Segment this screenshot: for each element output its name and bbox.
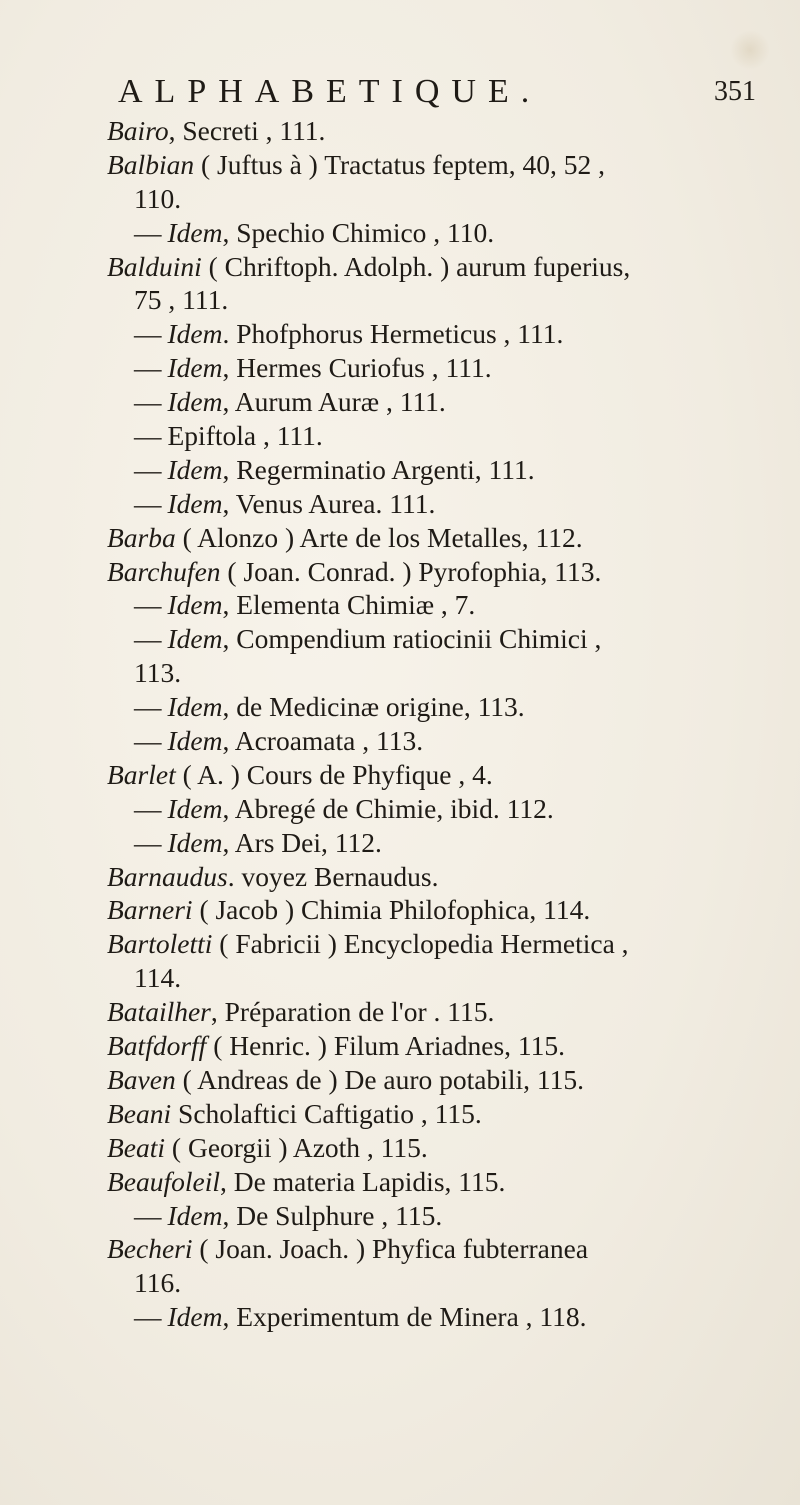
index-entry	[0, 724, 800, 758]
index-entry	[0, 453, 800, 487]
entry-author: Idem	[167, 1199, 223, 1231]
index-entry	[0, 690, 800, 724]
ditto-dash: —	[134, 216, 162, 248]
entry-author: Baven	[107, 1063, 176, 1095]
entry-text: , Aurum Auræ , 111.	[222, 386, 446, 418]
entry-text: , Hermes Curiofus , 111.	[222, 352, 492, 384]
entry-text: , Abregé de Chimie, ibid. 112.	[222, 792, 554, 824]
ditto-dash: —	[134, 352, 162, 384]
ditto-dash: —	[134, 1199, 162, 1231]
ditto-dash: —	[134, 725, 162, 757]
index-entry	[0, 826, 800, 860]
entry-text: , Spechio Chimico , 110.	[222, 216, 495, 248]
entry-author: Idem	[167, 216, 223, 248]
entry-text: Scholaftici Caftigatio , 115.	[171, 1097, 482, 1129]
entry-author: Bairo	[107, 115, 169, 146]
entry-author: Barlet	[107, 758, 176, 790]
entry-text: , Secreti , 111.	[168, 115, 326, 146]
entry-text: , Ars Dei, 112.	[222, 826, 382, 858]
index-entry	[0, 1097, 800, 1131]
index-entry	[0, 1232, 800, 1266]
index-entry	[0, 792, 800, 826]
entry-author: Idem	[167, 826, 223, 858]
entry-text: , Experimentum de Minera , 118.	[222, 1301, 587, 1333]
entry-text: , Elementa Chimiæ , 7.	[222, 589, 476, 621]
index-entry	[0, 182, 800, 216]
entry-text: ( Juftus à ) Tractatus feptem, 40, 52 ,	[194, 148, 606, 180]
entry-author: Idem	[167, 792, 223, 824]
entry-text: 114.	[134, 962, 182, 994]
entry-author: Idem	[167, 487, 223, 519]
entry-text: , De Sulphure , 115.	[222, 1199, 443, 1231]
entry-author: Idem	[167, 352, 223, 384]
entry-author: Barnaudus	[107, 860, 228, 892]
entry-text: ( Jacob ) Chimia Philofophica, 114.	[192, 894, 591, 926]
ditto-dash: —	[134, 318, 162, 350]
entry-text: ( A. ) Cours de Phyfique , 4.	[175, 758, 493, 790]
ditto-dash: —	[134, 420, 162, 452]
entry-author: Beati	[107, 1131, 166, 1163]
entry-text: ( Georgii ) Azoth , 115.	[165, 1131, 428, 1163]
paper-stain	[730, 30, 770, 70]
entry-text: ( Henric. ) Filum Ariadnes, 115.	[206, 1030, 566, 1062]
ditto-dash: —	[134, 1301, 162, 1333]
entry-author: Idem	[167, 318, 223, 350]
index-entry	[0, 961, 800, 995]
ditto-dash: —	[134, 623, 162, 655]
index-entry	[0, 758, 800, 792]
entry-text: , Compendium ratiocinii Chimici ,	[222, 623, 602, 655]
index-entry	[0, 1029, 800, 1063]
index-entry	[0, 1266, 800, 1300]
index-entry	[0, 317, 800, 351]
entry-text: . voyez Bernaudus.	[227, 860, 439, 892]
index-entry	[0, 250, 800, 284]
entry-text: , de Medicinæ origine, 113.	[222, 691, 525, 723]
ditto-dash: —	[134, 589, 162, 621]
index-entry	[0, 385, 800, 419]
entry-author: Batailher	[107, 996, 211, 1028]
entry-author: Barchufen	[107, 555, 221, 587]
entry-text: ( Fabricii ) Encyclopedia Hermetica ,	[212, 928, 629, 960]
entry-text: . Phofphorus Hermeticus , 111.	[222, 318, 564, 350]
entry-text: ( Andreas de ) De auro potabili, 115.	[175, 1063, 585, 1095]
ditto-dash: —	[134, 792, 162, 824]
entry-text: Epiftola , 111.	[167, 420, 323, 452]
running-title: ALPHABETIQUE.	[118, 73, 542, 110]
entry-text: 75 , 111.	[134, 284, 229, 316]
index-entry	[0, 1199, 800, 1233]
page-header	[0, 70, 800, 114]
entry-author: Idem	[167, 725, 223, 757]
index-entry	[0, 656, 800, 690]
entry-author: Idem	[167, 1301, 223, 1333]
entry-author: Idem	[167, 589, 223, 621]
index-entry	[0, 114, 800, 148]
entry-text: 110.	[134, 182, 182, 214]
index-entry	[0, 555, 800, 589]
index-entry	[0, 588, 800, 622]
index-entry	[0, 927, 800, 961]
index-entry	[0, 487, 800, 521]
entry-author: Idem	[167, 691, 223, 723]
entry-text: ( Joan. Joach. ) Phyfica fubterranea	[192, 1233, 589, 1265]
entry-author: Idem	[167, 453, 223, 485]
entry-text: ( Alonzo ) Arte de los Metalles, 112.	[175, 521, 583, 553]
entry-author: Idem	[167, 386, 223, 418]
entry-author: Balduini	[107, 250, 202, 282]
entry-author: Beaufoleil	[107, 1165, 221, 1197]
entry-author: Becheri	[107, 1233, 193, 1265]
index-entry	[0, 283, 800, 317]
ditto-dash: —	[134, 691, 162, 723]
index-entry	[0, 995, 800, 1029]
index-entry	[0, 893, 800, 927]
entry-text: 116.	[134, 1267, 182, 1299]
index-entry	[0, 860, 800, 894]
entry-text: , Regerminatio Argenti, 111.	[222, 453, 535, 485]
index-entry	[0, 622, 800, 656]
index-entry	[0, 521, 800, 555]
ditto-dash: —	[134, 487, 162, 519]
entry-text: , Venus Aurea. 111.	[222, 487, 436, 519]
index-entry	[0, 419, 800, 453]
entry-text: , Acroamata , 113.	[222, 725, 424, 757]
entry-text: ( Joan. Conrad. ) Pyrofophia, 113.	[220, 555, 602, 587]
index-entry	[0, 351, 800, 385]
entry-author: Balbian	[107, 148, 195, 180]
ditto-dash: —	[134, 453, 162, 485]
entry-author: Batfdorff	[107, 1030, 207, 1062]
entry-text: , De materia Lapidis, 115.	[220, 1165, 506, 1197]
index-entry	[0, 1300, 800, 1334]
entry-text: ( Chriftoph. Adolph. ) aurum fuperius,	[201, 250, 631, 282]
entry-text: 113.	[134, 657, 182, 689]
index-entry	[0, 1131, 800, 1165]
entry-author: Barba	[107, 521, 176, 553]
index-entry	[0, 1063, 800, 1097]
entry-author: Bartoletti	[107, 928, 213, 960]
entry-author: Beani	[107, 1097, 172, 1129]
entry-author: Barneri	[107, 894, 193, 926]
page-number: 351	[714, 76, 756, 107]
index-entry	[0, 148, 800, 182]
ditto-dash: —	[134, 826, 162, 858]
index-entries	[0, 114, 800, 1334]
index-entry	[0, 1165, 800, 1199]
entry-text: , Préparation de l'or . 115.	[210, 996, 495, 1028]
index-entry	[0, 216, 800, 250]
entry-author: Idem	[167, 623, 223, 655]
ditto-dash: —	[134, 386, 162, 418]
